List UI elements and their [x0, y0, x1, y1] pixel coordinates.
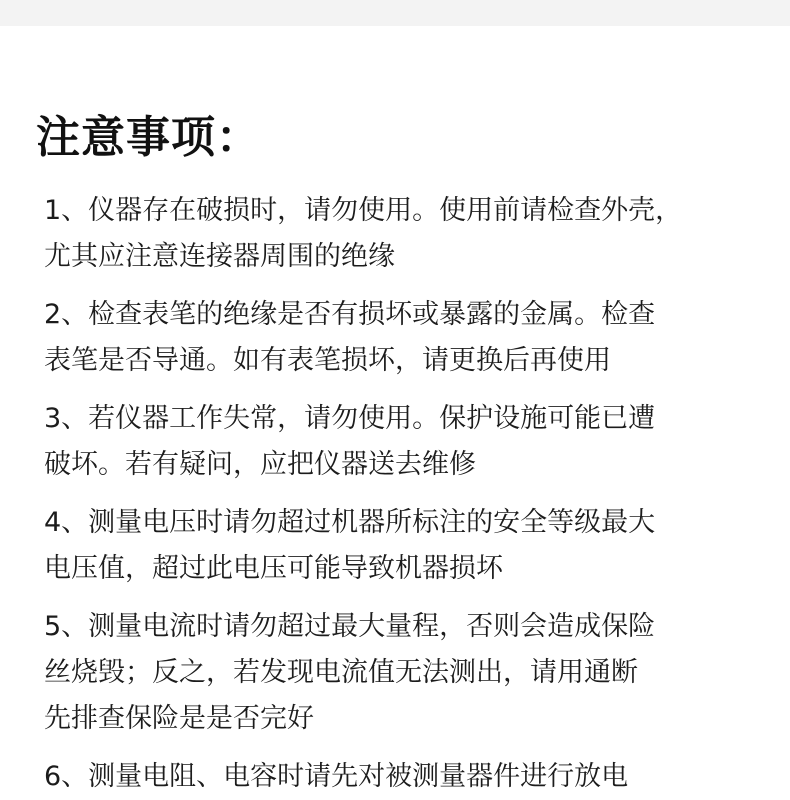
list-item — [44, 754, 744, 800]
item-line: 表笔是否导通。如有表笔损坏，请更换后再使用 — [44, 345, 611, 376]
item-line: 3、若仪器工作失常，请勿使用。保护设施可能已遭 — [44, 403, 656, 434]
list-item — [44, 500, 744, 592]
item-line: 尤其应注意连接器周围的绝缘 — [44, 241, 395, 272]
list-item — [44, 292, 744, 384]
list-item — [44, 604, 744, 742]
item-line: 先排查保险是是否完好 — [44, 703, 314, 734]
item-line: 5、测量电流时请勿超过最大量程，否则会造成保险 — [44, 611, 656, 642]
item-line: 6、测量电阻、电容时请先对被测量器件进行放电 — [44, 761, 629, 792]
item-line: 破坏。若有疑问，应把仪器送去维修 — [44, 449, 476, 480]
notice-list — [44, 188, 744, 800]
item-line: 4、测量电压时请勿超过机器所标注的安全等级最大 — [44, 507, 656, 538]
list-item — [44, 188, 744, 280]
item-line: 电压值，超过此电压可能导致机器损坏 — [44, 553, 503, 584]
item-line: 丝烧毁；反之，若发现电流值无法测出，请用通断 — [44, 657, 638, 688]
list-item — [44, 396, 744, 488]
top-band — [0, 0, 790, 26]
item-line: 1、仪器存在破损时，请勿使用。使用前请检查外壳， — [44, 195, 683, 226]
item-line: 2、检查表笔的绝缘是否有损坏或暴露的金属。检查 — [44, 299, 656, 330]
page-title: 注意事项： — [36, 112, 261, 163]
